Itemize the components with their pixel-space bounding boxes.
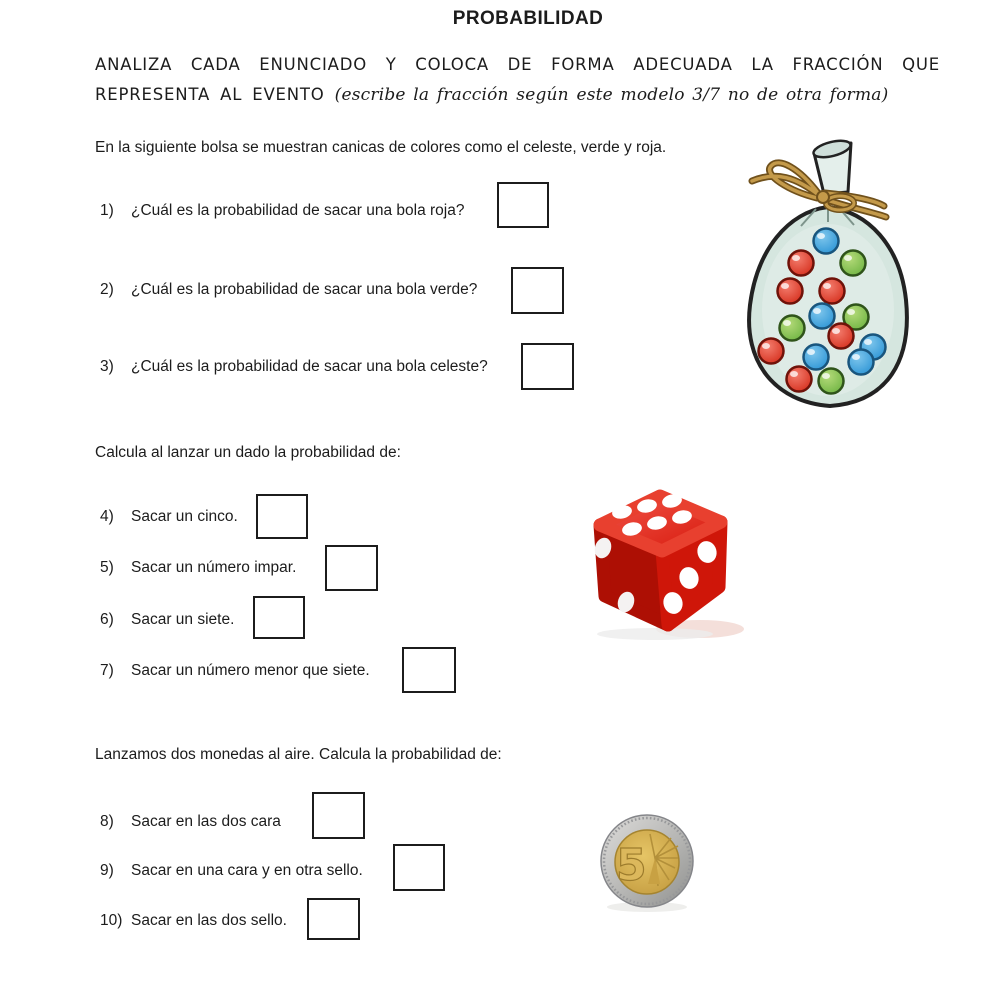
answer-box-q5[interactable]	[325, 545, 378, 591]
answer-box-q10[interactable]	[307, 898, 360, 940]
question-5	[100, 558, 296, 577]
answer-box-q4[interactable]	[256, 494, 308, 539]
question-4-text: Sacar un cinco.	[131, 508, 238, 525]
red-die-illustration	[575, 472, 745, 644]
question-9-number: 9)	[100, 862, 114, 879]
question-3-number: 3)	[100, 358, 114, 375]
question-6-number: 6)	[100, 611, 114, 628]
question-10-text: Sacar en las dos sello.	[131, 912, 287, 929]
answer-box-q1[interactable]	[497, 182, 549, 228]
question-9	[100, 861, 363, 880]
answer-box-q8[interactable]	[312, 792, 365, 839]
question-1-text: ¿Cuál es la probabilidad de sacar una bola roja?	[131, 202, 465, 219]
question-2	[100, 280, 477, 299]
question-7	[100, 661, 370, 680]
question-5-number: 5)	[100, 559, 114, 576]
instructions-note: (escribe la fracción según este modelo 3/7 no de otra forma)	[334, 85, 889, 105]
question-7-number: 7)	[100, 662, 114, 679]
marble-bag-illustration	[740, 136, 920, 418]
answer-box-q3[interactable]	[521, 343, 574, 390]
question-1-number: 1)	[100, 202, 114, 219]
question-10-number: 10)	[100, 912, 123, 929]
page-title: PROBABILIDAD	[452, 8, 604, 29]
question-8-number: 8)	[100, 813, 114, 830]
section-dice-intro: Calcula al lanzar un dado la probabilidad de:	[95, 444, 401, 461]
question-1	[100, 201, 464, 220]
question-3	[100, 357, 488, 376]
question-6	[100, 610, 234, 629]
coin-digit: 5	[616, 840, 647, 891]
question-5-text: Sacar un número impar.	[131, 559, 297, 576]
question-2-number: 2)	[100, 281, 114, 298]
question-4	[100, 507, 238, 526]
question-7-text: Sacar un número menor que siete.	[131, 662, 370, 679]
section-coins-intro: Lanzamos dos monedas al aire. Calcula la probabilidad de:	[95, 746, 502, 763]
question-9-text: Sacar en una cara y en otra sello.	[131, 862, 363, 879]
question-8	[100, 812, 281, 831]
instructions-caps: ANALIZA CADA ENUNCIADO Y COLOCA DE FORMA ADECUADA LA FRACCIÓN QUE REPRESENTA AL EVENTO	[95, 55, 940, 104]
question-6-text: Sacar un siete.	[131, 611, 235, 628]
section-marbles-intro: En la siguiente bolsa se muestran canicas de colores como el celeste, verde y roja.	[95, 139, 667, 156]
instructions	[95, 50, 940, 110]
answer-box-q7[interactable]	[402, 647, 456, 693]
question-8-text: Sacar en las dos cara	[131, 813, 281, 830]
coin-illustration	[595, 810, 699, 914]
question-3-text: ¿Cuál es la probabilidad de sacar una bola celeste?	[131, 358, 488, 375]
question-4-number: 4)	[100, 508, 114, 525]
answer-box-q9[interactable]	[393, 844, 445, 891]
answer-box-q6[interactable]	[253, 596, 305, 639]
question-2-text: ¿Cuál es la probabilidad de sacar una bola verde?	[131, 281, 478, 298]
answer-box-q2[interactable]	[511, 267, 564, 314]
question-10	[100, 911, 287, 930]
